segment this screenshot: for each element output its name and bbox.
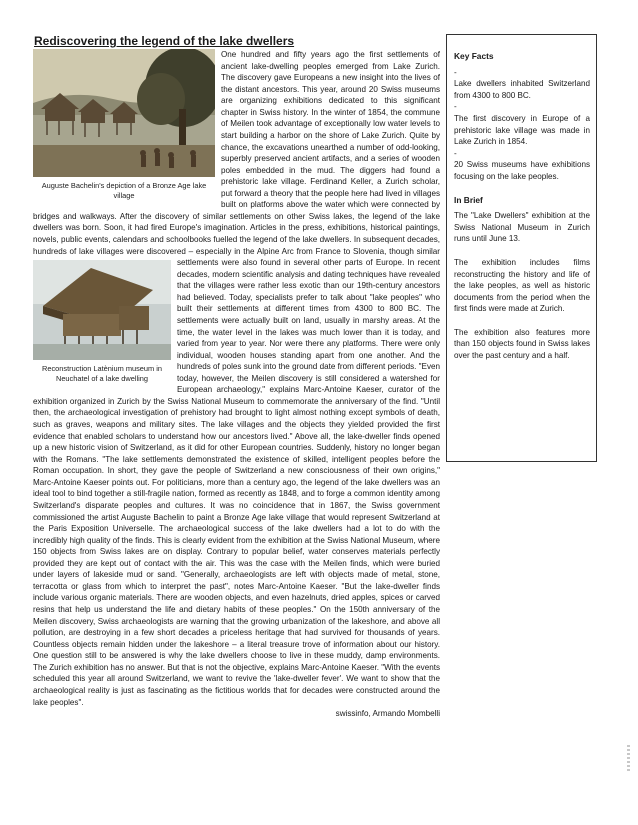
lake-dwelling-reconstruction-image [33, 260, 171, 360]
article-text: One hundred and fifty years ago the first settlements of ancient lake-dwelling peoples emerged from Lake Zurich. The discovery gave Europeans a new insight into the lives of the distant ancestors. This year, around 20 Swiss museums are organizing exhibitions dedicated to this significant chapter in Swiss history. In the winter of 1854, the commune of Meilen took advantage of exceptionally low water levels to start building a harbor on the shore of Lake Zurich. Quite by chance, the excavations unearthed a number of odd-looking, superbly preserved ancient artifacts, and a series of wooden poles embedded in the mud. The diggers had found a prehistoric lake village. Ferdinand Keller, a Zurich scholar, put forward a theory that the people here had lived in villages built on platforms above the water which were connected by bridges and walkways. After the discovery of similar settlements on other Swiss lakes, the legend of the lake dwellers was born. Soon, it had fired Europe's imagination. Articles in the press, exhibitions, historical paintings, novels, public events, calendars and schoolbooks fuelled the legend of the lake dwellers. In subsequent decades, hundreds of lake villages were discovered – especially in the Alpine Arc from France to Slovenia, though similar settlements were also found in several other parts of Europe. Reconstruction Latènium museum in Neuchatel of a lake dwelling In recent decades, modern scientific analysis and dating techniques have revealed that the villages were rather less exotic than our 19th-century ancestors had believed. Today, specialists prefer to talk about "lake peoples" who built their settlements at different times from 4300 to 800 BC. The settlements were actually built on land, usually in marshy areas. At the time, the water level in the lakes was much lower than it is today, and varied from year to year. Nor were there any platforms. There were only individual, wooden houses standing apart from one another. And the hundreds of poles sunk into the ground date from different periods. "Even today, however, the Meilen discovery is still considered a watershed for European archaeology," explains Marc-Antoine Kaeser, curator of the exhibition organized in Zurich by the Swiss National Museum to commemorate the anniversary of the find. "Until then, the archaeological investigation of prehistory had brought to light almost nothing except symbols of death, such as graves, weapons and military sites. The lake villages and the objects they yielded provided the first evidence that enabled scholars to understand how our ancestors lived." Above all, the lake-dweller finds opened up a new historic vision of Switzerland, as it did for other European countries. Suddenly, history no longer began with the Romans. "The lake settlements demonstrated the existence of skilled, intelligent peoples before the Roman occupation. In short, they gave the people of Switzerland a new consciousness of their own origins," Marc-Antoine Kaeser points out. For politicians, more than a century ago, the legend of the lake dwellers was an ideal tool to bind together a still-fragile nation, formed as recently as 1848, and to forge a common identity among Switzerland's disparate peoples and cultures. It was no coincidence that in 1867, the Swiss government commissioned the artist Auguste Bachelin to paint a Bronze Age lake village that would represent Switzerland at the Paris Exposition Universelle. The archaeological success of the lake dwellers had a lot to do with the incredibly high quality of the finds. This is clearly evident from the exhibition at the Swiss National Museum, where 150 objects from Swiss lakes are on display. Contrary to popular belief, water conserves materials perfectly provided they are kept out of contact with the air. This was the case with the Meilen finds, which were buried under layers of lakeside mud or sand. "Generally, archaeologists are left with objects made of metal, stone, terracotta or glass from which to interpret the past", notes Marc-Antoine Kaeser. "But the lake-dweller finds include various organic materials. There are wooden objects, and even hazelnuts, dried apples, spices or carved resins that help us understand the life and dietary habits of these peoples." On the 150th anniversary of the Meilen discovery, Swiss archaeologists are warning that the growing urbanization of the lakeshore, and above all pollution, are destroying in a few short decades a priceless heritage that had survived for thousands of years. Countless objects remain hidden under the lakeshore – a literal treasure trove of information about our history. One question still to be answered is why the lake dwellers choose to live in these muddy, damp environments. The Zurich exhibition has no answer. But that is not the objective, explains Marc-Antoine Kaeser. "With the events scheduled this year all around Switzerland, we want to revive the 'lake-dweller fever'. We want to show that the archaeological reality is just as fascinating as the fictitious worlds that for decades were constructed around the lake peoples". [33, 50, 440, 707]
fact-separator: - [454, 148, 457, 158]
key-facts-heading: Key Facts [454, 51, 494, 61]
scan-edge-mark [627, 745, 630, 773]
fact-separator: - [454, 67, 457, 77]
brief-item: The "Lake Dwellers" exhibition at the Swiss National Museum in Zurich runs until June 13. [454, 211, 590, 244]
brief-item: The exhibition includes films reconstructing the history and life of the lake peoples, as well as historic documents from the period when the first finds were made at Zurich. [454, 257, 590, 314]
key-facts-sidebar [446, 34, 597, 462]
article-title: Rediscovering the legend of the lake dwellers [34, 34, 295, 48]
figure-latenium-reconstruction [33, 260, 171, 383]
figure1-caption: Auguste Bachelin's depiction of a Bronze Age lake village [41, 181, 207, 200]
article-body [33, 49, 440, 764]
fact-separator: - [454, 102, 457, 112]
brief-item: The exhibition also features more than 150 objects found in Swiss lakes over the past century and a half. [454, 327, 590, 361]
fact-item: The first discovery in Europe of a prehistoric lake village was made in Lake Zurich in 1854. [454, 113, 590, 147]
fact-item: 20 Swiss museums have exhibitions focusing on the lake peoples. [454, 160, 590, 181]
fact-item: Lake dwellers inhabited Switzerland from 4300 to 800 BC. [454, 79, 590, 100]
figure-bachelin-painting [33, 49, 215, 200]
figure2-caption: Reconstruction Latènium museum in Neuchatel of a lake dwelling [42, 364, 162, 383]
in-brief-heading: In Brief [454, 194, 483, 205]
article-signoff: swissinfo, Armando Mombelli [335, 709, 440, 719]
lake-village-painting-image [33, 49, 215, 177]
